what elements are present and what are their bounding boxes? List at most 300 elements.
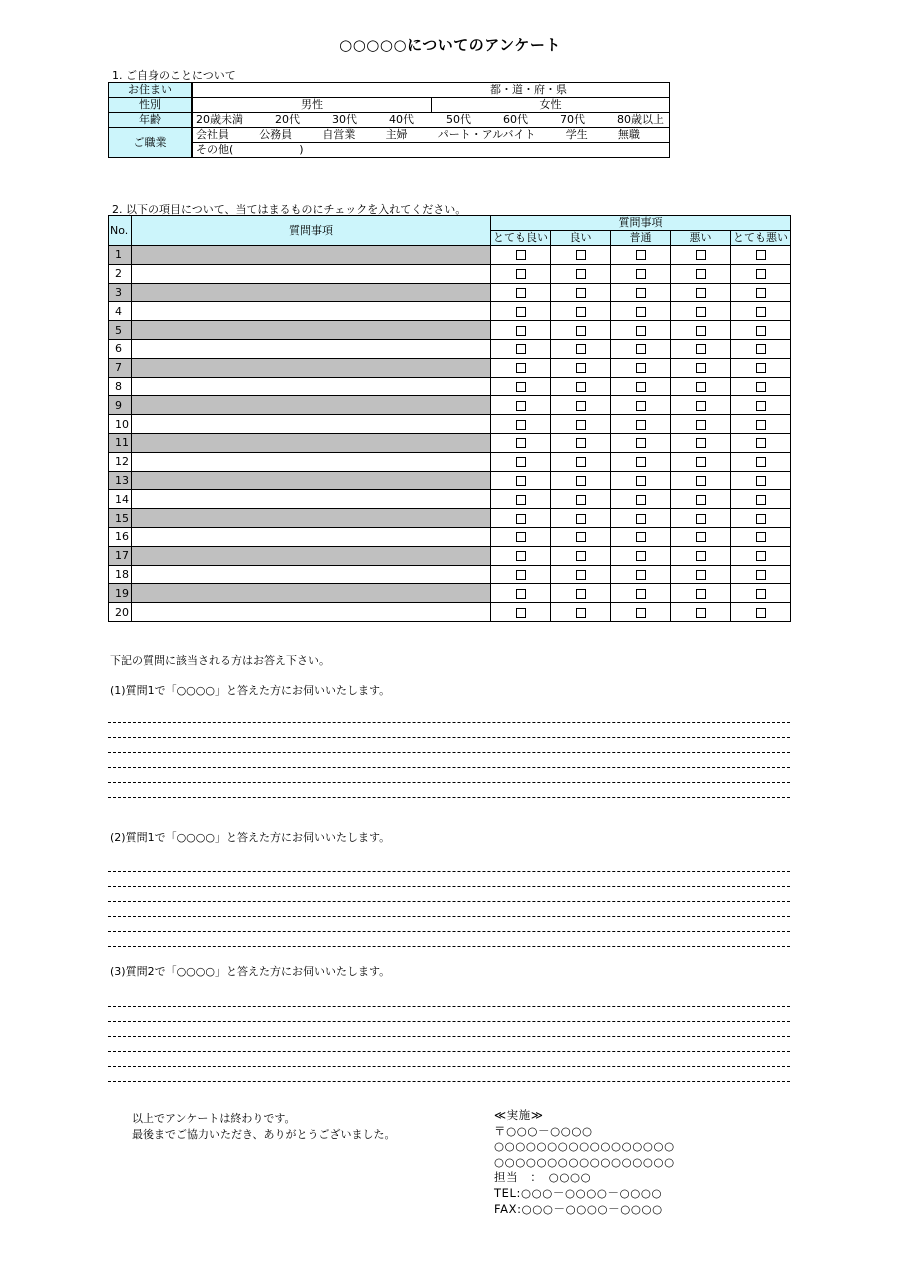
- rating-checkbox[interactable]: [576, 326, 586, 336]
- row-number: 19: [109, 584, 132, 603]
- rating-cell: [491, 490, 551, 509]
- row-number: 13: [109, 471, 132, 490]
- question-cell[interactable]: [132, 264, 491, 283]
- rating-cell: [611, 433, 671, 452]
- rating-cell: [671, 264, 731, 283]
- rating-cell: [611, 603, 671, 622]
- rating-cell: [551, 396, 611, 415]
- rating-checkbox[interactable]: [696, 382, 706, 392]
- rating-checkbox[interactable]: [696, 476, 706, 486]
- rating-cell: [551, 302, 611, 321]
- answer-line[interactable]: [108, 871, 790, 872]
- question-cell[interactable]: [132, 396, 491, 415]
- rating-cell: [551, 433, 611, 452]
- rating-checkbox[interactable]: [636, 344, 646, 354]
- rating-checkbox[interactable]: [576, 532, 586, 542]
- rating-cell: [731, 452, 791, 471]
- rating-checkbox[interactable]: [636, 401, 646, 411]
- rating-checkbox[interactable]: [756, 382, 766, 392]
- answer-line[interactable]: [108, 1006, 790, 1007]
- age-option[interactable]: 50代: [446, 113, 471, 126]
- rating-checkbox[interactable]: [576, 457, 586, 467]
- rating-checkbox[interactable]: [516, 457, 526, 467]
- answer-line[interactable]: [108, 1021, 790, 1022]
- rating-cell: [731, 246, 791, 265]
- table-row: [109, 339, 791, 358]
- rating-cell: [551, 321, 611, 340]
- rating-checkbox[interactable]: [696, 495, 706, 505]
- rating-cell: [491, 603, 551, 622]
- question-cell[interactable]: [132, 471, 491, 490]
- rating-cell: [731, 433, 791, 452]
- rating-checkbox[interactable]: [576, 608, 586, 618]
- rating-checkbox[interactable]: [696, 570, 706, 580]
- rating-cell: [671, 471, 731, 490]
- rating-checkbox[interactable]: [516, 551, 526, 561]
- rating-cell: [611, 283, 671, 302]
- rating-checkbox[interactable]: [636, 250, 646, 260]
- rating-checkbox[interactable]: [756, 326, 766, 336]
- rating-table: [108, 215, 791, 622]
- rating-cell: [671, 584, 731, 603]
- rating-checkbox[interactable]: [576, 288, 586, 298]
- rating-cell: [611, 490, 671, 509]
- rating-cell: [491, 396, 551, 415]
- rating-checkbox[interactable]: [696, 514, 706, 524]
- row-number: 5: [109, 321, 132, 340]
- rating-cell: [491, 377, 551, 396]
- rating-cell: [551, 377, 611, 396]
- occupation-option[interactable]: 会社員: [196, 128, 229, 141]
- table-row: [109, 433, 791, 452]
- rating-checkbox[interactable]: [756, 420, 766, 430]
- rating-cell: [551, 603, 611, 622]
- rating-checkbox[interactable]: [516, 420, 526, 430]
- rating-cell: [671, 321, 731, 340]
- contact-address-2: ○○○○○○○○○○○○○○○○○: [494, 1154, 675, 1169]
- rating-cell: [671, 415, 731, 434]
- answer-line[interactable]: [108, 767, 790, 768]
- occupation-option[interactable]: 自営業: [322, 128, 356, 141]
- rating-checkbox[interactable]: [576, 363, 586, 373]
- question-cell[interactable]: [132, 584, 491, 603]
- rating-cell: [491, 584, 551, 603]
- age-option[interactable]: 40代: [389, 113, 414, 126]
- question-cell[interactable]: [132, 452, 491, 471]
- question-cell[interactable]: [132, 377, 491, 396]
- rating-cell: [611, 452, 671, 471]
- rating-checkbox[interactable]: [756, 457, 766, 467]
- rating-checkbox[interactable]: [576, 570, 586, 580]
- rating-checkbox[interactable]: [636, 438, 646, 448]
- rating-checkbox[interactable]: [756, 288, 766, 298]
- rating-cell: [731, 358, 791, 377]
- rating-cell: [491, 433, 551, 452]
- rating-cell: [671, 358, 731, 377]
- rating-cell: [491, 264, 551, 283]
- row-number: 12: [109, 452, 132, 471]
- rating-cell: [551, 509, 611, 528]
- rating-checkbox[interactable]: [756, 363, 766, 373]
- question-cell[interactable]: [132, 433, 491, 452]
- rating-checkbox[interactable]: [756, 532, 766, 542]
- table-row: [109, 283, 791, 302]
- question-cell[interactable]: [132, 490, 491, 509]
- rating-cell: [551, 246, 611, 265]
- rating-cell: [731, 339, 791, 358]
- question-header: 質問事項: [132, 216, 491, 246]
- section2-label: 2. 以下の項目について、当てはまるものにチェックを入れてください。: [112, 203, 467, 216]
- gender-label: 性別: [109, 98, 193, 113]
- no-header: No.: [109, 216, 132, 246]
- rating-cell: [551, 471, 611, 490]
- row-number: 3: [109, 283, 132, 302]
- answer-line[interactable]: [108, 901, 790, 902]
- rating-checkbox[interactable]: [516, 570, 526, 580]
- rating-checkbox[interactable]: [696, 269, 706, 279]
- rating-group-header: 質問事項: [491, 216, 791, 231]
- rating-cell: [491, 452, 551, 471]
- contact-postal: 〒○○○－○○○○: [494, 1123, 593, 1138]
- answer-line[interactable]: [108, 1051, 790, 1052]
- rating-cell: [731, 527, 791, 546]
- rating-cell: [611, 415, 671, 434]
- rating-checkbox[interactable]: [576, 269, 586, 279]
- rating-checkbox[interactable]: [636, 457, 646, 467]
- contact-tel: TEL:○○○－○○○○－○○○○: [494, 1185, 663, 1200]
- rating-cell: [491, 415, 551, 434]
- occupation-other-field[interactable]: その他( ): [192, 143, 670, 158]
- rating-checkbox[interactable]: [756, 551, 766, 561]
- question-cell[interactable]: [132, 321, 491, 340]
- rating-checkbox[interactable]: [636, 608, 646, 618]
- rating-cell: [731, 321, 791, 340]
- rating-checkbox[interactable]: [756, 269, 766, 279]
- rating-checkbox[interactable]: [636, 269, 646, 279]
- rating-checkbox[interactable]: [636, 570, 646, 580]
- rating-checkbox[interactable]: [516, 344, 526, 354]
- rating-cell: [491, 509, 551, 528]
- rating-cell: [491, 283, 551, 302]
- rating-cell: [611, 321, 671, 340]
- rating-cell: [611, 377, 671, 396]
- rating-checkbox[interactable]: [516, 326, 526, 336]
- rating-cell: [731, 565, 791, 584]
- rating-checkbox[interactable]: [756, 608, 766, 618]
- contact-address-1: ○○○○○○○○○○○○○○○○○: [494, 1139, 675, 1154]
- gender-option-male[interactable]: 男性: [192, 98, 432, 113]
- rating-checkbox[interactable]: [576, 382, 586, 392]
- rating-cell: [611, 546, 671, 565]
- rating-cell: [551, 339, 611, 358]
- address-label: お住まい: [109, 83, 193, 98]
- rating-checkbox[interactable]: [636, 589, 646, 599]
- rating-checkbox[interactable]: [636, 420, 646, 430]
- rating-checkbox[interactable]: [576, 551, 586, 561]
- rating-checkbox[interactable]: [576, 495, 586, 505]
- table-row: [109, 358, 791, 377]
- rating-cell: [671, 302, 731, 321]
- rating-cell: [611, 565, 671, 584]
- rating-checkbox[interactable]: [756, 401, 766, 411]
- age-option[interactable]: 60代: [503, 113, 528, 126]
- answer-line[interactable]: [108, 737, 790, 738]
- occupation-option[interactable]: パート・アルバイト: [437, 128, 536, 141]
- answer-line[interactable]: [108, 752, 790, 753]
- rating-checkbox[interactable]: [696, 401, 706, 411]
- row-number: 9: [109, 396, 132, 415]
- rating-checkbox[interactable]: [576, 307, 586, 317]
- rating-checkbox[interactable]: [756, 344, 766, 354]
- question-cell[interactable]: [132, 509, 491, 528]
- occupation-option[interactable]: 公務員: [259, 128, 293, 141]
- rating-cell: [731, 302, 791, 321]
- profile-table: [108, 82, 670, 158]
- rating-checkbox[interactable]: [696, 457, 706, 467]
- rating-cell: [671, 509, 731, 528]
- row-number: 16: [109, 527, 132, 546]
- question-cell[interactable]: [132, 246, 491, 265]
- rating-cell: [491, 321, 551, 340]
- row-number: 6: [109, 339, 132, 358]
- table-row: [109, 302, 791, 321]
- occupation-option[interactable]: 学生: [565, 128, 588, 141]
- rating-checkbox[interactable]: [696, 250, 706, 260]
- rating-checkbox[interactable]: [636, 514, 646, 524]
- occupation-option[interactable]: 無職: [617, 128, 640, 141]
- answer-line[interactable]: [108, 931, 790, 932]
- age-option[interactable]: 20歳未満: [196, 113, 243, 126]
- rating-cell: [611, 264, 671, 283]
- rating-cell: [611, 584, 671, 603]
- rating-cell: [611, 527, 671, 546]
- rating-cell: [551, 358, 611, 377]
- answer-line[interactable]: [108, 1036, 790, 1037]
- rating-cell: [731, 396, 791, 415]
- rating-cell: [551, 415, 611, 434]
- rating-checkbox[interactable]: [756, 570, 766, 580]
- rating-checkbox[interactable]: [576, 438, 586, 448]
- rating-cell: [551, 527, 611, 546]
- answer-line[interactable]: [108, 722, 790, 723]
- rating-checkbox[interactable]: [756, 589, 766, 599]
- rating-cell: [491, 527, 551, 546]
- table-row: [109, 321, 791, 340]
- rating-checkbox[interactable]: [516, 401, 526, 411]
- rating-checkbox[interactable]: [576, 589, 586, 599]
- rating-cell: [551, 264, 611, 283]
- rating-cell: [551, 546, 611, 565]
- answer-line[interactable]: [108, 946, 790, 947]
- answer-line[interactable]: [108, 886, 790, 887]
- age-option[interactable]: 20代: [275, 113, 300, 126]
- age-option[interactable]: 30代: [332, 113, 357, 126]
- table-row: [109, 471, 791, 490]
- rating-cell: [671, 246, 731, 265]
- rating-cell: [671, 433, 731, 452]
- occupation-options: [196, 128, 666, 142]
- rating-checkbox[interactable]: [696, 288, 706, 298]
- rating-cell: [491, 302, 551, 321]
- rating-cell: [731, 584, 791, 603]
- rating-checkbox[interactable]: [756, 514, 766, 524]
- rating-cell: [671, 396, 731, 415]
- rating-checkbox[interactable]: [636, 326, 646, 336]
- rating-cell: [671, 283, 731, 302]
- table-row: [109, 603, 791, 622]
- rating-cell: [551, 584, 611, 603]
- row-number: 14: [109, 490, 132, 509]
- followup-question-2: (2)質問1で「○○○○」と答えた方にお伺いいたします。: [110, 831, 391, 844]
- rating-checkbox[interactable]: [516, 250, 526, 260]
- rating-cell: [611, 471, 671, 490]
- rating-checkbox[interactable]: [516, 589, 526, 599]
- rating-checkbox[interactable]: [696, 589, 706, 599]
- rating-checkbox[interactable]: [516, 514, 526, 524]
- contact-heading: ≪実施≫: [494, 1108, 544, 1122]
- row-number: 11: [109, 433, 132, 452]
- age-label: 年齢: [109, 113, 193, 128]
- rating-header: とても悪い: [731, 231, 791, 246]
- rating-checkbox[interactable]: [516, 608, 526, 618]
- rating-checkbox[interactable]: [696, 344, 706, 354]
- answer-line[interactable]: [108, 782, 790, 783]
- rating-checkbox[interactable]: [516, 438, 526, 448]
- row-number: 1: [109, 246, 132, 265]
- answer-line[interactable]: [108, 916, 790, 917]
- rating-checkbox[interactable]: [516, 532, 526, 542]
- rating-header: 良い: [551, 231, 611, 246]
- rating-cell: [671, 339, 731, 358]
- answer-line[interactable]: [108, 1081, 790, 1082]
- table-row: [109, 527, 791, 546]
- contact-block: [494, 1108, 675, 1217]
- question-cell[interactable]: [132, 546, 491, 565]
- rating-checkbox[interactable]: [636, 551, 646, 561]
- rating-checkbox[interactable]: [696, 326, 706, 336]
- rating-checkbox[interactable]: [576, 476, 586, 486]
- rating-cell: [731, 509, 791, 528]
- rating-checkbox[interactable]: [576, 401, 586, 411]
- row-number: 18: [109, 565, 132, 584]
- question-cell[interactable]: [132, 339, 491, 358]
- rating-checkbox[interactable]: [756, 250, 766, 260]
- question-cell[interactable]: [132, 283, 491, 302]
- rating-cell: [551, 283, 611, 302]
- followup-question-3: (3)質問2で「○○○○」と答えた方にお伺いいたします。: [110, 965, 391, 978]
- question-cell[interactable]: [132, 603, 491, 622]
- rating-checkbox[interactable]: [756, 476, 766, 486]
- rating-cell: [611, 509, 671, 528]
- rating-checkbox[interactable]: [516, 288, 526, 298]
- rating-cell: [551, 565, 611, 584]
- question-cell[interactable]: [132, 527, 491, 546]
- rating-checkbox[interactable]: [696, 608, 706, 618]
- page-title: ○○○○○についてのアンケート: [339, 36, 561, 54]
- age-option[interactable]: 80歳以上: [617, 113, 664, 126]
- row-number: 8: [109, 377, 132, 396]
- rating-checkbox[interactable]: [756, 438, 766, 448]
- rating-checkbox[interactable]: [636, 363, 646, 373]
- rating-checkbox[interactable]: [576, 514, 586, 524]
- rating-checkbox[interactable]: [636, 476, 646, 486]
- rating-header: 悪い: [671, 231, 731, 246]
- rating-checkbox[interactable]: [756, 495, 766, 505]
- question-cell[interactable]: [132, 302, 491, 321]
- table-row: [109, 264, 791, 283]
- answer-line[interactable]: [108, 1066, 790, 1067]
- gender-option-female[interactable]: 女性: [432, 98, 670, 113]
- rating-checkbox[interactable]: [696, 532, 706, 542]
- rating-checkbox[interactable]: [696, 363, 706, 373]
- rating-checkbox[interactable]: [516, 307, 526, 317]
- rating-cell: [611, 302, 671, 321]
- question-cell[interactable]: [132, 565, 491, 584]
- rating-cell: [671, 565, 731, 584]
- rating-checkbox[interactable]: [636, 382, 646, 392]
- table-row: [109, 415, 791, 434]
- table-row: [109, 452, 791, 471]
- rating-cell: [491, 546, 551, 565]
- rating-checkbox[interactable]: [576, 420, 586, 430]
- rating-cell: [731, 283, 791, 302]
- rating-cell: [731, 264, 791, 283]
- rating-cell: [731, 546, 791, 565]
- table-row: [109, 490, 791, 509]
- question-cell[interactable]: [132, 358, 491, 377]
- rating-checkbox[interactable]: [756, 307, 766, 317]
- rating-checkbox[interactable]: [516, 495, 526, 505]
- rating-cell: [491, 358, 551, 377]
- rating-checkbox[interactable]: [636, 532, 646, 542]
- occupation-option[interactable]: 主婦: [385, 128, 408, 141]
- question-cell[interactable]: [132, 415, 491, 434]
- rating-checkbox[interactable]: [576, 250, 586, 260]
- rating-checkbox[interactable]: [636, 307, 646, 317]
- rating-cell: [611, 246, 671, 265]
- rating-checkbox[interactable]: [696, 438, 706, 448]
- contact-fax: FAX:○○○－○○○○－○○○○: [494, 1201, 663, 1216]
- rating-checkbox[interactable]: [636, 495, 646, 505]
- rating-cell: [611, 339, 671, 358]
- rating-header: とても良い: [491, 231, 551, 246]
- rating-checkbox[interactable]: [696, 307, 706, 317]
- rating-cell: [551, 490, 611, 509]
- rating-checkbox[interactable]: [516, 382, 526, 392]
- rating-checkbox[interactable]: [516, 476, 526, 486]
- rating-checkbox[interactable]: [696, 420, 706, 430]
- address-field[interactable]: [192, 83, 670, 98]
- rating-cell: [671, 490, 731, 509]
- age-option[interactable]: 70代: [560, 113, 585, 126]
- rating-cell: [731, 377, 791, 396]
- rating-cell: [731, 415, 791, 434]
- followup-intro: 下記の質問に該当される方はお答え下さい。: [110, 654, 330, 667]
- rating-cell: [611, 396, 671, 415]
- answer-line[interactable]: [108, 797, 790, 798]
- rating-checkbox[interactable]: [516, 363, 526, 373]
- rating-cell: [551, 452, 611, 471]
- table-row: [109, 509, 791, 528]
- rating-checkbox[interactable]: [516, 269, 526, 279]
- rating-cell: [731, 490, 791, 509]
- row-number: 7: [109, 358, 132, 377]
- rating-checkbox[interactable]: [636, 288, 646, 298]
- rating-checkbox[interactable]: [696, 551, 706, 561]
- table-row: [109, 396, 791, 415]
- row-number: 2: [109, 264, 132, 283]
- rating-checkbox[interactable]: [576, 344, 586, 354]
